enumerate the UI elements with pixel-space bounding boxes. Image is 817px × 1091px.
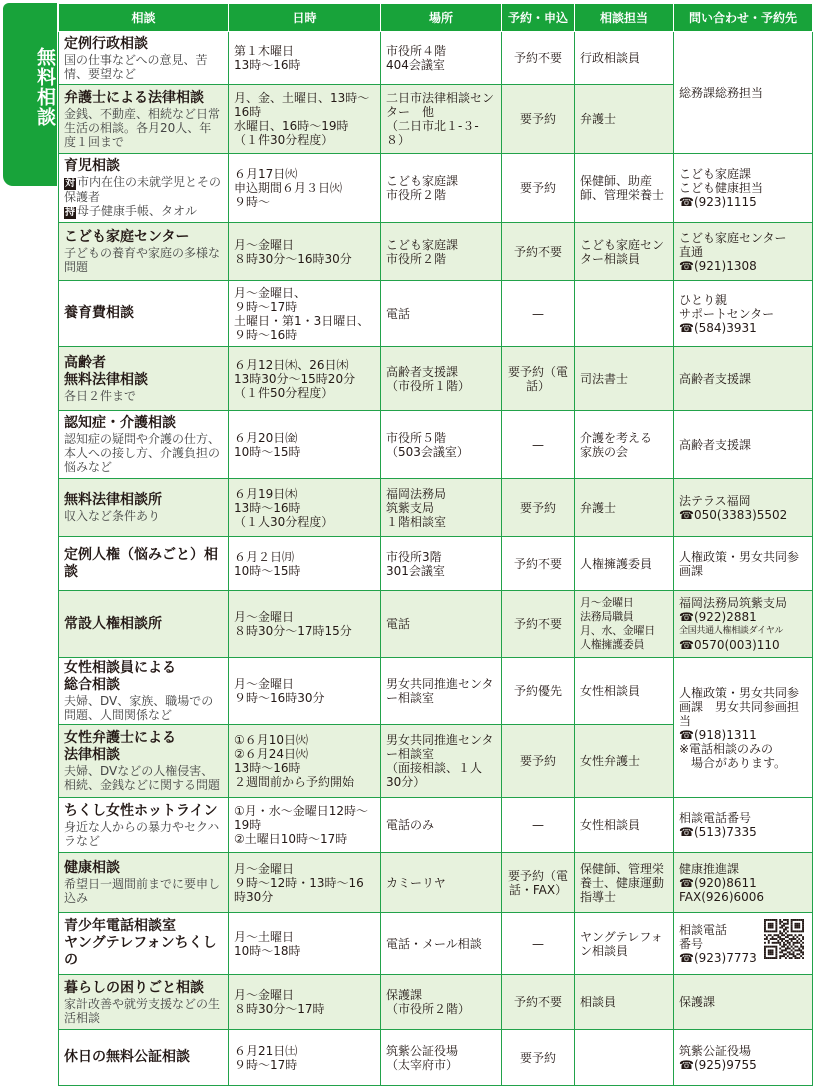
- staff-line: 女性相談員: [580, 818, 641, 832]
- datetime-cell: [229, 913, 381, 975]
- consultation-title: 認知症・介護相談: [64, 415, 176, 431]
- place-line: １階相談室: [386, 514, 447, 529]
- place-line: 電話: [386, 617, 411, 631]
- datetime-line: ６月21日㈯: [234, 1043, 298, 1058]
- contact-line: こども家庭センター: [679, 230, 787, 245]
- datetime-line: ６月２日㈪: [234, 549, 295, 564]
- datetime-cell: [229, 281, 381, 347]
- header-datetime: 日時: [229, 4, 381, 32]
- datetime-line: 申込期間６月３日㈫: [234, 181, 343, 195]
- datetime-line: ９時〜: [234, 195, 271, 209]
- header-consultation: 相談: [59, 4, 229, 32]
- consultation-title: ちくし女性ホットライン: [64, 802, 218, 819]
- table-row: [59, 411, 813, 479]
- contact-cell: [674, 281, 813, 347]
- contact-line: サポートセンター: [679, 306, 775, 321]
- place-line: カミーリヤ: [386, 875, 446, 890]
- datetime-line: 月〜金曜日: [234, 677, 295, 691]
- place-line: （面接相談、１人30分）: [386, 761, 483, 789]
- contact-line: 人権政策・男女共同参画課 男女共同参画担当: [679, 685, 800, 728]
- table-row: [59, 913, 813, 975]
- contact-cell: [674, 537, 813, 591]
- contact-line: ※電話相談のみの: [679, 741, 774, 756]
- contact-cell: [674, 591, 813, 658]
- consultation-cell: [59, 591, 229, 658]
- consultation-cell: [59, 798, 229, 853]
- contact-line: ☎(923)7773: [679, 950, 757, 965]
- place-line: 電話・メール相談: [386, 936, 482, 951]
- reservation-cell: 予約不要: [502, 32, 575, 85]
- consultation-target: 対 市内在住の未就学児とその保護者: [64, 174, 222, 204]
- datetime-cell: [229, 479, 381, 537]
- reservation-cell: 要予約: [502, 1030, 575, 1086]
- staff-cell: [575, 281, 674, 347]
- datetime-line: 13時〜16時: [234, 58, 301, 72]
- consultation-cell: [59, 913, 229, 975]
- staff-cell: [575, 913, 674, 975]
- datetime-cell: [229, 725, 381, 798]
- consultation-cell: [59, 1030, 229, 1086]
- place-line: 高齢者支援課: [386, 364, 459, 379]
- contact-line: こども家庭課: [679, 167, 752, 181]
- place-line: 301会議室: [386, 563, 445, 578]
- place-line: （市役所１階）: [386, 378, 471, 393]
- staff-line: 司法書士: [580, 371, 629, 386]
- place-line: こども家庭課: [386, 174, 459, 188]
- staff-line: 弁護士: [580, 112, 617, 126]
- datetime-line: ６月12日㈭、26日㈭: [234, 357, 349, 372]
- place-cell: [381, 281, 502, 347]
- table-row: [59, 975, 813, 1030]
- consultation-cell: [59, 725, 229, 798]
- contact-cell: [674, 411, 813, 479]
- table-row: [59, 853, 813, 913]
- reservation-cell: —: [502, 913, 575, 975]
- reservation-cell: 予約不要: [502, 537, 575, 591]
- table-row: [59, 347, 813, 411]
- place-cell: [381, 658, 502, 725]
- datetime-line: ８時30分〜16時30分: [234, 251, 352, 266]
- datetime-line: 月〜金曜日: [234, 237, 295, 252]
- place-line: （503会議室）: [386, 444, 469, 459]
- consultation-description: 収入など条件あり: [64, 509, 161, 523]
- reservation-cell: 要予約（電話・FAX）: [502, 853, 575, 913]
- table-row: [59, 223, 813, 281]
- place-line: 筑紫支局: [386, 500, 435, 515]
- consultation-title: 総合相談: [64, 677, 120, 693]
- contact-line: ☎0570(003)110: [679, 638, 780, 652]
- consultation-title: 休日の無料公証相談: [64, 1049, 190, 1065]
- contact-cell: [674, 658, 813, 798]
- place-cell: [381, 85, 502, 154]
- datetime-line: 月〜金曜日: [234, 610, 295, 624]
- consultation-cell: [59, 347, 229, 411]
- place-line: （太宰府市）: [386, 1057, 459, 1072]
- contact-line: ☎(923)1115: [679, 195, 757, 209]
- staff-line: 法務局職員: [580, 610, 634, 623]
- table-row: [59, 658, 813, 725]
- datetime-line: ①６月10日㈫: [234, 733, 309, 747]
- header-place: 場所: [381, 4, 502, 32]
- reservation-cell: 予約不要: [502, 223, 575, 281]
- table-row: [59, 798, 813, 853]
- place-line: 市役所４階: [386, 44, 447, 58]
- consultation-title: 暮らしの困りごと相談: [64, 979, 204, 996]
- consultation-cell: [59, 411, 229, 479]
- datetime-line: 月〜土曜日: [234, 929, 295, 944]
- consultation-title: 健康相談: [64, 860, 120, 876]
- datetime-line: ８時30分〜17時15分: [234, 624, 352, 638]
- header-staff: 相談担当: [575, 4, 674, 32]
- place-line: 電話: [386, 306, 411, 321]
- place-cell: [381, 913, 502, 975]
- contact-line: ☎(922)2881: [679, 610, 757, 624]
- consultation-title: 無料法律相談所: [64, 492, 162, 508]
- contact-line: ☎(921)1308: [679, 258, 757, 273]
- staff-line: 女性相談員: [580, 684, 641, 698]
- contact-line: 福岡法務局筑紫支局: [679, 596, 788, 610]
- consultation-title: ヤングテレフォンちくしの: [64, 935, 217, 968]
- table-row: [59, 1030, 813, 1086]
- place-cell: [381, 32, 502, 85]
- place-line: 保護課: [386, 988, 423, 1002]
- datetime-line: ６月17日㈫: [234, 167, 298, 181]
- place-cell: [381, 975, 502, 1030]
- place-line: （二日市北１-３-８）: [386, 119, 479, 147]
- consultation-title: 定例人権（悩みごと）相談: [64, 546, 218, 580]
- datetime-line: 10時〜18時: [234, 943, 301, 958]
- contact-cell: [674, 154, 813, 223]
- reservation-cell: 要予約（電話）: [502, 347, 575, 411]
- consultation-title: 高齢者: [64, 354, 106, 371]
- place-line: 筑紫公証役場: [386, 1043, 459, 1058]
- datetime-line: ６月19日㈭: [234, 486, 298, 501]
- consultation-title: 養育費相談: [64, 305, 134, 321]
- datetime-line: （１件30分程度）: [234, 133, 334, 147]
- contact-cell: [674, 975, 813, 1030]
- datetime-line: （１人30分程度）: [234, 514, 334, 529]
- datetime-line: ６月20日㈮: [234, 430, 298, 445]
- reservation-cell: —: [502, 281, 575, 347]
- place-line: 市役所５階: [386, 430, 447, 445]
- place-line: 市役所3階: [386, 549, 442, 564]
- consultation-cell: [59, 853, 229, 913]
- table-header-row: [59, 4, 813, 32]
- place-cell: [381, 479, 502, 537]
- consultation-description: 夫婦、DV、家族、職場での問題、人間関係など: [64, 694, 214, 722]
- place-line: 市役所２階: [386, 251, 447, 266]
- place-cell: [381, 347, 502, 411]
- contact-line: 全国共通人権相談ダイヤル: [679, 626, 784, 636]
- staff-line: 月、水、金曜日: [580, 624, 655, 637]
- reservation-cell: 要予約: [502, 479, 575, 537]
- contact-line: 人権政策・男女共同参画課: [679, 549, 800, 578]
- place-line: 電話のみ: [386, 818, 435, 832]
- staff-cell: [575, 154, 674, 223]
- contact-line: ☎(513)7335: [679, 825, 757, 839]
- contact-cell: [674, 32, 813, 154]
- datetime-line: ①月・水〜金曜日12時〜19時: [234, 804, 369, 832]
- staff-line: 人権擁護委員: [580, 556, 653, 571]
- place-cell: [381, 411, 502, 479]
- consultation-description: 夫婦、DVなどの人権侵害、相続、金銭などに関する問題: [64, 764, 221, 792]
- table-row: [59, 281, 813, 347]
- datetime-cell: [229, 853, 381, 913]
- contact-cell: [674, 798, 813, 853]
- place-line: 福岡法務局: [386, 486, 447, 501]
- datetime-line: ９時〜17時: [234, 1057, 298, 1072]
- datetime-cell: [229, 347, 381, 411]
- consultation-title: 弁護士による法律相談: [64, 89, 204, 106]
- staff-cell: [575, 975, 674, 1030]
- consultation-description: 子どもの養育や家庭の多様な問題: [64, 246, 221, 274]
- consultation-cell: [59, 154, 229, 223]
- staff-line: こども家庭センター相談員: [580, 237, 665, 266]
- staff-line: 弁護士: [580, 500, 617, 515]
- reservation-cell: 要予約: [502, 154, 575, 223]
- consultation-cell: [59, 281, 229, 347]
- place-cell: [381, 853, 502, 913]
- place-line: 404会議室: [386, 58, 445, 72]
- side-label: 無料相談: [34, 47, 56, 127]
- contact-line: こども健康担当: [679, 181, 764, 195]
- staff-line: 女性弁護士: [580, 754, 641, 768]
- datetime-cell: [229, 154, 381, 223]
- contact-line: 番号: [679, 936, 704, 951]
- consultation-description: 金銭、不動産、相続など日常生活の相談。各月20人、年度１回まで: [64, 106, 221, 149]
- table-row: [59, 32, 813, 85]
- place-line: 二日市法律相談センター 他: [386, 91, 495, 119]
- consultation-description: 希望日一週間前までに要申し込み: [64, 877, 221, 905]
- place-line: （市役所２階）: [386, 1002, 471, 1016]
- staff-cell: [575, 725, 674, 798]
- place-line: 市役所２階: [386, 188, 447, 202]
- bring-tag: 持: [65, 206, 75, 218]
- contact-cell: [674, 1030, 813, 1086]
- datetime-cell: [229, 658, 381, 725]
- datetime-line: 13時〜16時: [234, 500, 301, 515]
- datetime-line: ９時〜17時: [234, 299, 298, 314]
- staff-line: 行政相談員: [580, 51, 641, 65]
- datetime-line: 13時〜16時: [234, 761, 301, 775]
- datetime-cell: [229, 798, 381, 853]
- consultation-cell: [59, 85, 229, 154]
- consultation-table: [58, 3, 813, 1086]
- datetime-line: 第１木曜日: [234, 44, 295, 58]
- staff-line: 相談員: [580, 995, 617, 1009]
- staff-line: 月〜金曜日: [580, 596, 634, 609]
- staff-line: ヤングテレフォン相談員: [580, 929, 663, 958]
- reservation-cell: 要予約: [502, 85, 575, 154]
- header-reservation: 予約・申込: [502, 4, 575, 32]
- datetime-line: 月〜金曜日: [234, 861, 295, 876]
- contact-cell: [674, 479, 813, 537]
- staff-cell: [575, 479, 674, 537]
- datetime-line: 月〜金曜日: [234, 988, 295, 1002]
- contact-line: 場合があります。: [679, 755, 787, 770]
- consultation-title: 定例行政相談: [64, 35, 148, 52]
- place-line: 男女共同推進センター相談室: [386, 733, 494, 761]
- table-row: [59, 591, 813, 658]
- contact-line: 相談電話: [679, 922, 728, 937]
- consultation-bring: 持 母子健康手帳、タオル: [65, 203, 198, 218]
- datetime-line: ２週間前から予約開始: [234, 775, 355, 789]
- staff-cell: [575, 85, 674, 154]
- consultation-description: 身近な人からの暴力やセクハラなど: [64, 819, 220, 848]
- qr-code-icon: [764, 919, 804, 959]
- consultation-title: こども家庭センター: [64, 229, 190, 245]
- place-cell: [381, 537, 502, 591]
- table-row: [59, 479, 813, 537]
- consultation-title: 育児相談: [64, 157, 120, 174]
- staff-line: 保健師、管理栄養士、健康運動指導士: [580, 861, 665, 904]
- datetime-cell: [229, 975, 381, 1030]
- place-cell: [381, 223, 502, 281]
- place-cell: [381, 1030, 502, 1086]
- contact-line: ☎050(3383)5502: [679, 507, 788, 522]
- datetime-line: 10時〜15時: [234, 563, 301, 578]
- staff-line: 保健師、助産師、管理栄養士: [580, 174, 665, 202]
- contact-cell: [674, 347, 813, 411]
- table-row: [59, 537, 813, 591]
- datetime-line: 10時〜15時: [234, 444, 301, 459]
- datetime-line: ８時30分〜17時: [234, 1002, 325, 1016]
- reservation-cell: —: [502, 411, 575, 479]
- contact-line: 高齢者支援課: [679, 371, 752, 386]
- consultation-cell: [59, 537, 229, 591]
- consultation-cell: [59, 32, 229, 85]
- contact-line: 健康推進課: [679, 861, 740, 876]
- place-cell: [381, 591, 502, 658]
- contact-line: 総務課総務担当: [679, 85, 764, 100]
- contact-line: ☎(584)3931: [679, 320, 757, 335]
- datetime-line: ９時〜16時: [234, 327, 298, 342]
- place-cell: [381, 798, 502, 853]
- consultation-title: 法律相談: [64, 747, 120, 763]
- datetime-line: 月、金、土曜日、13時〜16時: [234, 91, 370, 119]
- staff-cell: [575, 537, 674, 591]
- side-tab-free-consultation: [3, 3, 57, 186]
- consultation-description: 国の仕事などへの意見、苦情、要望など: [64, 52, 208, 81]
- header-contact: 問い合わせ・予約先: [674, 4, 813, 32]
- contact-line: ひとり親: [679, 292, 728, 307]
- datetime-line: ②土曜日10時〜17時: [234, 832, 348, 846]
- datetime-line: 13時30分〜15時20分: [234, 371, 356, 386]
- contact-cell: [674, 223, 813, 281]
- datetime-line: 月〜金曜日、: [234, 285, 307, 300]
- staff-cell: [575, 853, 674, 913]
- staff-cell: [575, 411, 674, 479]
- contact-line: 法テラス福岡: [679, 493, 751, 508]
- datetime-cell: [229, 537, 381, 591]
- staff-cell: [575, 347, 674, 411]
- consultation-title: 女性弁護士による: [64, 730, 176, 746]
- datetime-cell: [229, 32, 381, 85]
- contact-line: 保護課: [679, 995, 716, 1009]
- place-cell: [381, 725, 502, 798]
- contact-line: ☎(925)9755: [679, 1057, 757, 1072]
- consultation-title: 無料法律相談: [64, 371, 148, 388]
- staff-line: 家族の会: [580, 444, 629, 459]
- consultation-cell: [59, 658, 229, 725]
- reservation-cell: 要予約: [502, 725, 575, 798]
- consultation-description: 家計改善や就労支援などの生活相談: [64, 996, 221, 1025]
- contact-line: 相談電話番号: [679, 811, 752, 825]
- place-cell: [381, 154, 502, 223]
- datetime-line: ９時〜16時30分: [234, 691, 325, 705]
- datetime-line: 水曜日、16時〜19時: [234, 119, 349, 133]
- consultation-title: 常設人権相談所: [64, 615, 162, 632]
- consultation-title: 女性相談員による: [64, 660, 176, 676]
- staff-line: 介護を考える: [580, 430, 653, 445]
- datetime-cell: [229, 85, 381, 154]
- reservation-cell: —: [502, 798, 575, 853]
- staff-cell: [575, 223, 674, 281]
- consultation-title: 青少年電話相談室: [64, 918, 176, 934]
- datetime-line: 土曜日・第1・3日曜日、: [234, 313, 370, 328]
- contact-cell: [674, 853, 813, 913]
- contact-line: FAX(926)6006: [679, 889, 765, 904]
- contact-line: 高齢者支援課: [679, 437, 752, 452]
- consultation-description: 各日２件まで: [64, 388, 137, 403]
- staff-cell: [575, 591, 674, 658]
- datetime-cell: [229, 1030, 381, 1086]
- datetime-cell: [229, 411, 381, 479]
- target-tag: 対: [65, 177, 75, 189]
- datetime-line: ②６月24日㈫: [234, 747, 309, 761]
- reservation-cell: 予約不要: [502, 591, 575, 658]
- datetime-line: （１件50分程度）: [234, 385, 334, 400]
- contact-line: ☎(920)8611: [679, 875, 757, 890]
- reservation-cell: 予約不要: [502, 975, 575, 1030]
- staff-cell: [575, 1030, 674, 1086]
- consultation-description: 認知症の疑問や介護の仕方、本人への接し方、介護負担の悩みなど: [64, 432, 221, 474]
- consultation-cell: [59, 223, 229, 281]
- contact-line: ☎(918)1311: [679, 727, 757, 742]
- place-line: 男女共同推進センター相談室: [386, 677, 494, 705]
- staff-cell: [575, 798, 674, 853]
- consultation-cell: [59, 479, 229, 537]
- table-row: [59, 154, 813, 223]
- staff-line: 人権擁護委員: [580, 638, 645, 651]
- datetime-line: ９時〜12時・13時〜16時30分: [234, 875, 364, 904]
- datetime-cell: [229, 223, 381, 281]
- consultation-cell: [59, 975, 229, 1030]
- contact-cell: [674, 913, 813, 975]
- place-line: こども家庭課: [386, 237, 459, 252]
- reservation-cell: 予約優先: [502, 658, 575, 725]
- datetime-cell: [229, 591, 381, 658]
- contact-line: 筑紫公証役場: [679, 1043, 752, 1058]
- contact-line: 直通: [679, 244, 704, 259]
- staff-cell: [575, 32, 674, 85]
- staff-cell: [575, 658, 674, 725]
